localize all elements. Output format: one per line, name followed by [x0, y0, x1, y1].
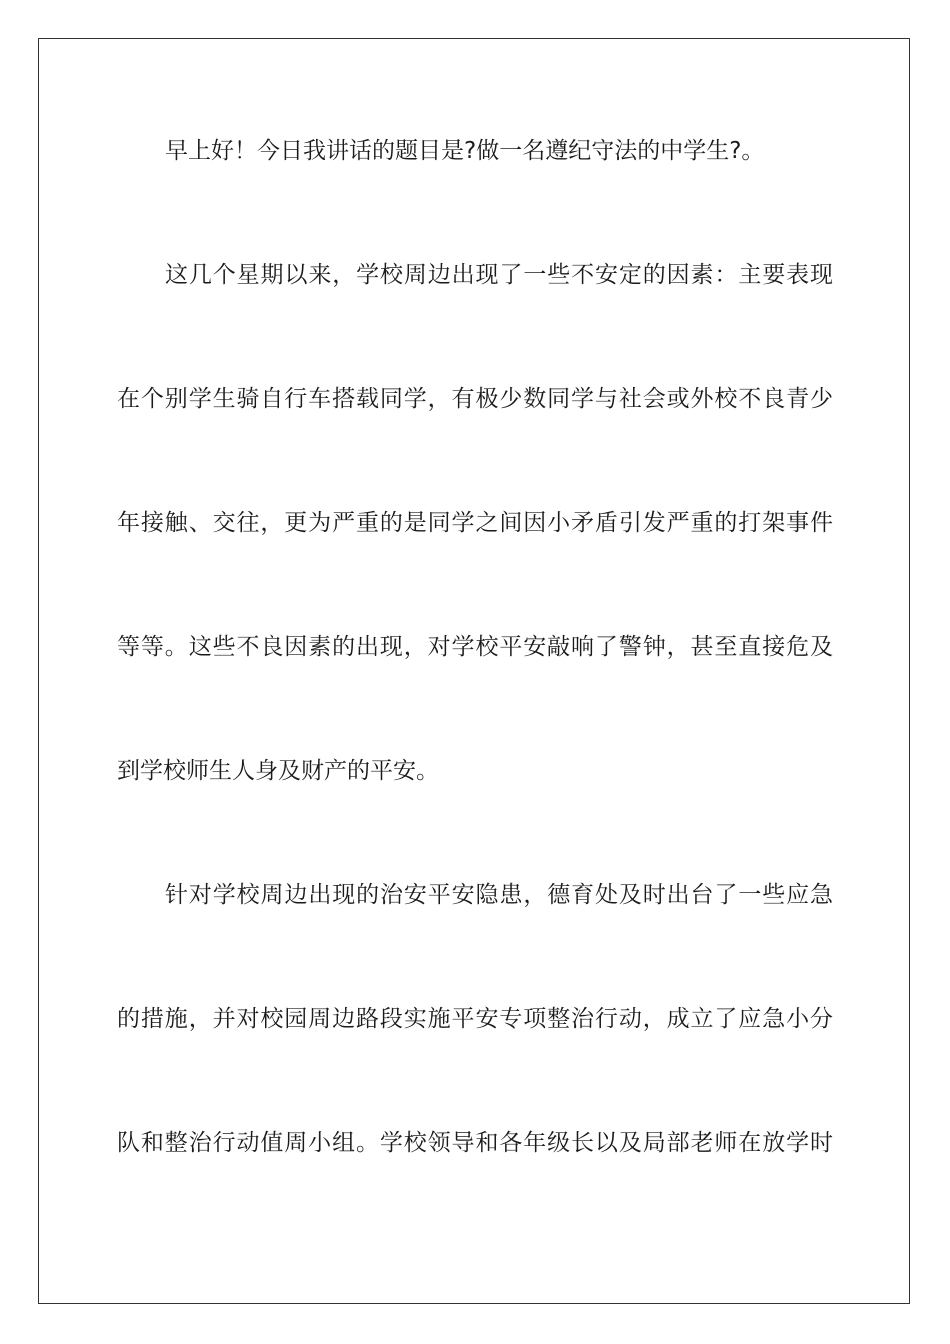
paragraph-2-line-2: 在个别学生骑自行车搭载同学，有极少数同学与社会或外校不良青少 — [117, 386, 833, 412]
paragraph-3-line-1: 针对学校周边出现的治安平安隐患，德育处及时出台了一些应急 — [165, 882, 833, 908]
paragraph-3-line-2: 的措施，并对校园周边路段实施平安专项整治行动，成立了应急小分 — [117, 1006, 833, 1032]
paragraph-2-line-3: 年接触、交往，更为严重的是同学之间因小矛盾引发严重的打架事件 — [117, 510, 833, 536]
paragraph-2-line-5: 到学校师生人身及财产的平安。 — [117, 758, 439, 784]
paragraph-2-line-1: 这几个星期以来，学校周边出现了一些不安定的因素：主要表现 — [165, 262, 833, 288]
paragraph-2-line-4: 等等。这些不良因素的出现，对学校平安敲响了警钟，甚至直接危及 — [117, 634, 833, 660]
page-border — [38, 38, 910, 1304]
paragraph-1-line-1: 早上好！今日我讲话的题目是?做一名遵纪守法的中学生?。 — [165, 138, 765, 164]
paragraph-3-line-3: 队和整治行动值周小组。学校领导和各年级长以及局部老师在放学时 — [117, 1130, 833, 1156]
